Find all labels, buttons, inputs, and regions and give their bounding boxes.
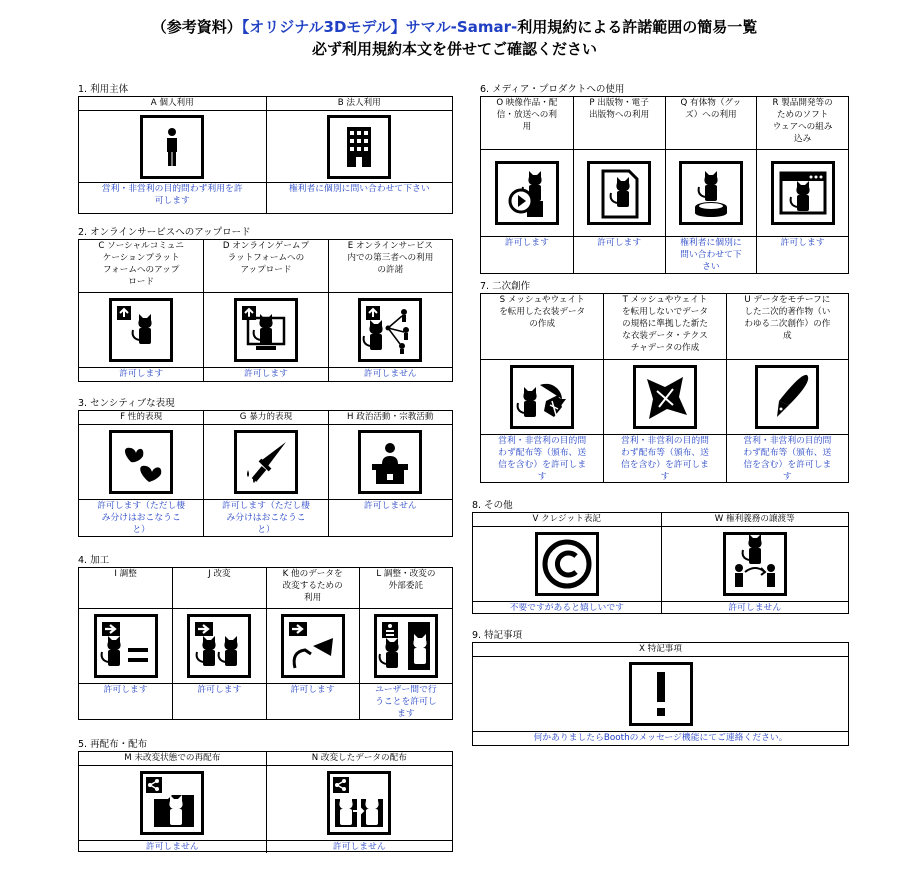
item-head: T メッシュやウェイト を転用しないでデータ の規格に準拠した新た な衣装データ・テクス チャデータの作成 (604, 294, 725, 360)
item-answer: 許可します (780, 238, 825, 248)
use-for-other-icon (281, 614, 345, 678)
section-heading: 1. 利用主体 (78, 84, 129, 95)
item-answer: 許可します（ただし棲 み分けはおこなうこ と） (97, 501, 186, 535)
modify-icon (187, 614, 251, 678)
game-upload-icon (234, 298, 298, 362)
item-head: G 暴力的表現 (204, 411, 327, 425)
item-answer: 許可しません (332, 842, 386, 852)
redistribute-icon (140, 771, 204, 835)
item-answer: 許可します (597, 238, 642, 248)
item-head: M 未改変状態での再配布 (79, 752, 266, 766)
item-head: I 調整 (79, 568, 172, 609)
section-heading: 4. 加工 (78, 555, 110, 566)
item-n-distribute-modified (266, 752, 453, 853)
adjust-icon (94, 614, 158, 678)
item-head: D オンラインゲームプ ラットフォームへの アップロード (204, 240, 327, 293)
video-icon (495, 161, 559, 225)
item-head: H 政治活動・宗教活動 (329, 411, 452, 425)
item-head: N 改変したデータの配布 (267, 752, 453, 766)
section-media-product (480, 83, 849, 274)
item-head: B 法人利用 (267, 97, 453, 111)
item-head: W 権利義務の譲渡等 (662, 513, 849, 527)
item-i-adjust (79, 568, 172, 720)
section-sensitive (78, 397, 453, 537)
item-a-personal (79, 97, 266, 213)
distribute-modified-icon (327, 771, 391, 835)
section-online-upload (78, 226, 453, 382)
item-head: S メッシュやウェイト を転用した衣装データ の作成 (481, 294, 603, 360)
page-subtitle: 必ず利用規約本文を併せてご確認ください (311, 40, 597, 58)
section-heading: 6. メディア・プロダクトへの使用 (480, 84, 625, 95)
item-head: J 改変 (173, 568, 265, 609)
building-icon (327, 115, 391, 179)
section-usage-subject (78, 83, 453, 214)
item-answer: 何かありましたらBoothのメッセージ機能にてご連絡ください。 (533, 733, 788, 743)
item-answer: 許可しません (363, 369, 417, 379)
item-s-mesh-reuse (481, 294, 603, 483)
section-heading: 8. その他 (472, 500, 513, 511)
item-b-corporate (266, 97, 453, 213)
item-o-video (481, 97, 573, 273)
item-head: P 出版物・電子 出版物への利用 (574, 97, 665, 150)
item-head: F 性的表現 (79, 411, 203, 425)
item-head: R 製品開発等の ためのソフト ウェアへの組み 込み (757, 97, 848, 150)
item-q-goods (665, 97, 757, 273)
section-derivative (480, 280, 849, 483)
page-title (0, 16, 909, 37)
title-prefix: （参考資料） (151, 18, 242, 36)
recycle-icon (510, 365, 574, 429)
copyright-icon (535, 532, 599, 596)
hearts-icon (109, 430, 173, 494)
item-h-political (328, 411, 452, 536)
item-answer: 許可しません (145, 842, 199, 852)
item-head: E オンラインサービス 内での第三者への利用 の許諾 (329, 240, 452, 293)
item-k-use-other (266, 568, 359, 720)
item-answer: 許可します (119, 369, 164, 379)
section-redistribution (78, 738, 453, 852)
item-answer: 許可しません (363, 501, 417, 511)
section-other (472, 499, 849, 614)
item-r-software (756, 97, 848, 273)
item-answer: ユーザー間で行 うことを許可し ます (375, 685, 437, 719)
section-processing (78, 554, 453, 720)
upload-cat-icon (109, 298, 173, 362)
item-answer: 許可します（ただし棲 み分けはおこなうこ と） (222, 501, 310, 535)
pen-icon (755, 365, 819, 429)
section-heading: 2. オンラインサービスへのアップロード (78, 227, 251, 238)
item-f-sexual (79, 411, 203, 536)
item-c-social (79, 240, 203, 381)
item-answer: 権利者に個別に 問い合わせて下 さい (680, 238, 742, 272)
new-creation-icon (633, 365, 697, 429)
item-e-third-party (328, 240, 452, 381)
item-head: V クレジット表記 (473, 513, 661, 527)
item-answer: 許可しません (728, 603, 782, 613)
section-heading: 3. センシティブな表現 (78, 398, 175, 409)
exclamation-icon (629, 662, 693, 726)
item-u-fan-work (726, 294, 848, 483)
item-x-special (473, 643, 848, 745)
item-head: Q 有体物（グッ ズ）への利用 (666, 97, 757, 150)
item-head: X 特記事項 (473, 643, 848, 657)
item-m-redistribute (79, 752, 266, 853)
item-p-publication (573, 97, 665, 273)
section-heading: 5. 再配布・配布 (78, 739, 148, 750)
item-head: K 他のデータを 改変するための 利用 (267, 568, 359, 609)
item-head: A 個人利用 (79, 97, 266, 111)
item-v-credit (473, 513, 661, 614)
item-answer: 営利・非営利の目的問 わず配布等（頒布、送 信を含む）を許可しま す (621, 436, 709, 482)
item-head: C ソーシャルコミュニ ケーションプラット フォームへのアップ ロード (79, 240, 203, 293)
goods-icon (679, 161, 743, 225)
outsource-icon (374, 614, 438, 678)
item-answer: 営利・非営利の目的問 わず配布等（頒布、送 信を含む）を許可しま す (498, 436, 587, 482)
item-answer: 権利者に個別に問い合わせて下さい (288, 184, 430, 194)
item-answer: 許可します (504, 238, 549, 248)
item-answer: 許可します (243, 369, 288, 379)
publication-icon (587, 161, 651, 225)
title-suffix: 利用規約による許諾範囲の簡易一覧 (517, 18, 758, 36)
section-heading: 7. 二次創作 (480, 281, 531, 292)
share-third-party-icon (358, 298, 422, 362)
item-t-new-creation (603, 294, 725, 483)
item-head: U データをモチーフに した二次的著作物（い わゆる二次創作）の作 成 (727, 294, 848, 360)
item-d-game (203, 240, 327, 381)
item-head: L 調整・改変の 外部委託 (360, 568, 452, 609)
title-product: 【オリジナル3Dモデル】サマル-Samar- (241, 18, 518, 36)
item-g-violent (203, 411, 327, 536)
knife-icon (234, 430, 298, 494)
item-w-transfer (661, 513, 849, 614)
transfer-icon (723, 532, 787, 596)
item-answer: 許可します (290, 685, 335, 695)
software-icon (771, 161, 835, 225)
person-icon (140, 115, 204, 179)
podium-icon (358, 430, 422, 494)
item-l-outsource (359, 568, 452, 720)
item-answer: 営利・非営利の目的問わず利用を許 可します (101, 184, 243, 206)
section-heading: 9. 特記事項 (472, 630, 523, 641)
section-special-notes (472, 629, 849, 746)
item-answer: 営利・非営利の目的問 わず配布等（頒布、送 信を含む）を許可しま す (743, 436, 832, 482)
item-answer: 許可します (103, 685, 148, 695)
item-answer: 不要ですがあると嬉しいです (509, 603, 624, 613)
item-j-modify (172, 568, 265, 720)
item-answer: 許可します (197, 685, 242, 695)
item-head: O 映像作品・配 信・放送への利 用 (481, 97, 573, 150)
